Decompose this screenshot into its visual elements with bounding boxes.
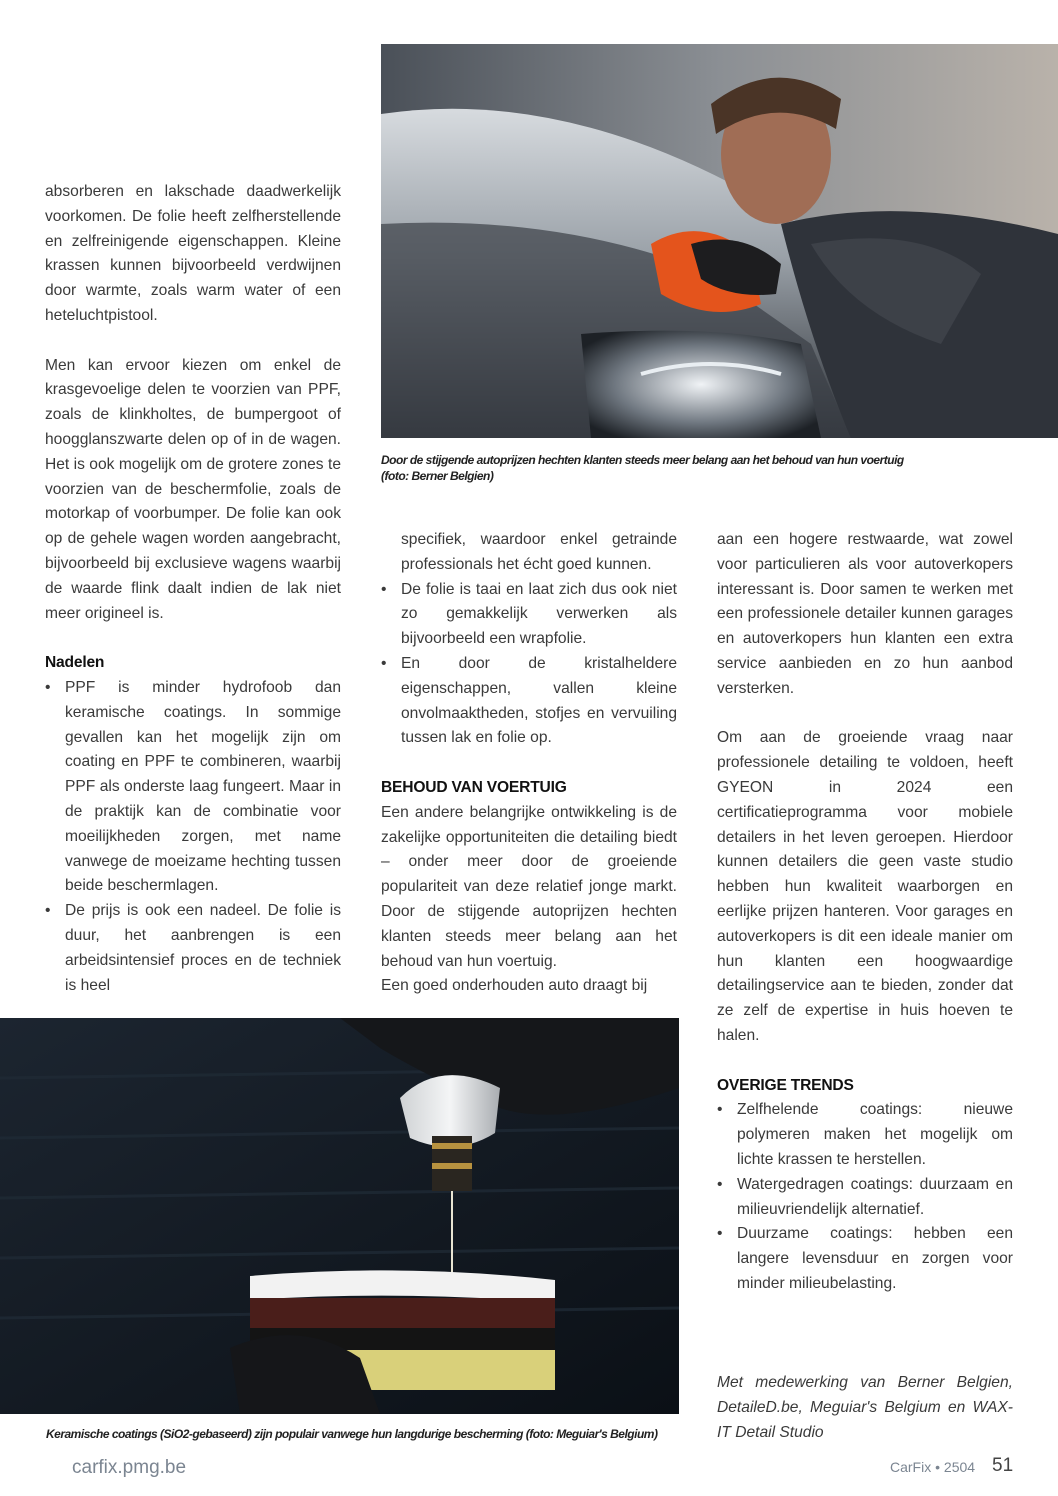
heading-behoud-van-voertuig: BEHOUD VAN VOERTUIG — [381, 778, 567, 796]
column-3 — [717, 528, 1013, 1297]
car-polishing-illustration — [381, 44, 1058, 438]
ceramic-coating-illustration — [0, 1018, 679, 1414]
page-number: 51 — [992, 1455, 1014, 1476]
bottom-photo-caption: Keramische coatings (SiO2-gebaseerd) zijn populair vanwege hun langdurige bescherming (foto: Meguiar's Belgium) — [46, 1427, 658, 1441]
col3-paragraph-1: aan een hogere restwaarde, wat zowel voor particulieren als voor autoverkopers interessant is. Door samen te werken met een professionele detailer kunnen garages en autoverkopers hun klanten een extra service aanbieden en zo hun aanbod versterken. — [717, 531, 1013, 697]
website-link[interactable]: carfix.pmg.be — [72, 1457, 187, 1478]
list-item: • Zelfhelende coatings: nieuwe polymeren maken het mogelijk om lichte krassen te herstellen. — [717, 1098, 1013, 1172]
col3-paragraph-2: Om aan de groeiende vraag naar professionele detailing te voldoen, heeft GYEON in 2024 een certificatieprogramma voor mobiele detailers in het leven geroepen. Hierdoor kunnen detailers die geen vaste studio hebben hun kwaliteit waarborgen en eerlijke prijzen hanteren. Voor garages en autoverkopers is dit een ideale manier om hun klanten een hoogwaardige detailingservice aan te bieden, zonder dat ze zelf de expertise in huis hoeven te halen. — [717, 729, 1013, 1044]
ceramic-coating-photo — [0, 1018, 679, 1414]
heading-nadelen: Nadelen — [45, 654, 105, 672]
nadelen-list — [45, 676, 341, 998]
top-photo-caption — [381, 452, 981, 484]
col2-paragraph-2: Een goed onderhouden auto draagt bij — [381, 977, 648, 995]
col2-paragraph-1: Een andere belangrijke ontwikkeling is de zakelijke opportuniteiten die detailing biedt – onder meer door de groeiende populariteit van deze relatief jonge markt. Door de stijgende autoprijzen hechten klanten steeds meer belang aan het behoud van hun voertuig. — [381, 803, 677, 970]
trends-list — [717, 1098, 1013, 1296]
credits: Met medewerking van Berner Belgien, DetaileD.be, Meguiar's Belgium en WAX-IT Detail Studio — [717, 1374, 1013, 1441]
car-polishing-photo — [381, 44, 1058, 438]
column-2 — [381, 528, 677, 999]
folie-list — [381, 578, 677, 752]
list-item: • De folie is taai en laat zich dus ook niet zo gemakkelijk verwerken als bijvoorbeeld een wrapfolie. — [381, 578, 677, 652]
top-caption-line1: Door de stijgende autoprijzen hechten klanten steeds meer belang aan het behoud van hun voertuig — [381, 453, 904, 467]
list-item: • Duurzame coatings: hebben een langere levensduur en zorgen voor minder milieubelasting. — [717, 1222, 1013, 1296]
heading-overige-trends: OVERIGE TRENDS — [717, 1076, 854, 1094]
list-item: • De prijs is ook een nadeel. De folie is duur, het aanbrengen is een arbeidsintensief proces en de techniek is heel — [45, 899, 341, 998]
list-item: • Watergedragen coatings: duurzaam en milieuvriendelijk alternatief. — [717, 1173, 1013, 1223]
col1-paragraph-2: Men kan ervoor kiezen om enkel de krasgevoelige delen te voorzien van PPF, zoals de klinkholtes, de bumpergoot of hoogglanszwarte delen op of in de wagen. Het is ook mogelijk om de grotere zones te voorzien van de beschermfolie, zoals de motorkap of voorbumper. De folie kan ook op de gehele wagen worden aangebracht, bijvoorbeeld bij exclusieve wagens waarbij de waarde flink daalt indien de lak niet meer origineel is. — [45, 356, 341, 622]
col1-paragraph-1: absorberen en lakschade daadwerkelijk voorkomen. De folie heeft zelfherstellende en zelfreinigende eigenschappen. Kleine krassen kunnen bijvoorbeeld verdwijnen door warmte, zoals warm water of een heteluchtpistool. — [45, 183, 341, 324]
col2-bullet-continuation: specifiek, waardoor enkel getrainde professionals het écht goed kunnen. — [401, 531, 677, 573]
issue-label: CarFix • 2504 — [890, 1459, 976, 1475]
top-caption-line2: (foto: Berner Belgien) — [381, 469, 494, 483]
list-item: • En door de kristalheldere eigenschappen, vallen kleine onvolmaaktheden, stofjes en vervuiling tussen lak en folie op. — [381, 652, 677, 751]
list-item: • PPF is minder hydrofoob dan keramische coatings. In sommige gevallen kan het mogelijk zijn om coating en PPF te combineren, waarbij PPF als onderste laag fungeert. Maar in de praktijk kan de combinatie voor moeilijkheden zorgen, met name vanwege de moeizame hechting tussen beide beschermlagen. — [45, 676, 341, 899]
column-1 — [45, 180, 341, 998]
